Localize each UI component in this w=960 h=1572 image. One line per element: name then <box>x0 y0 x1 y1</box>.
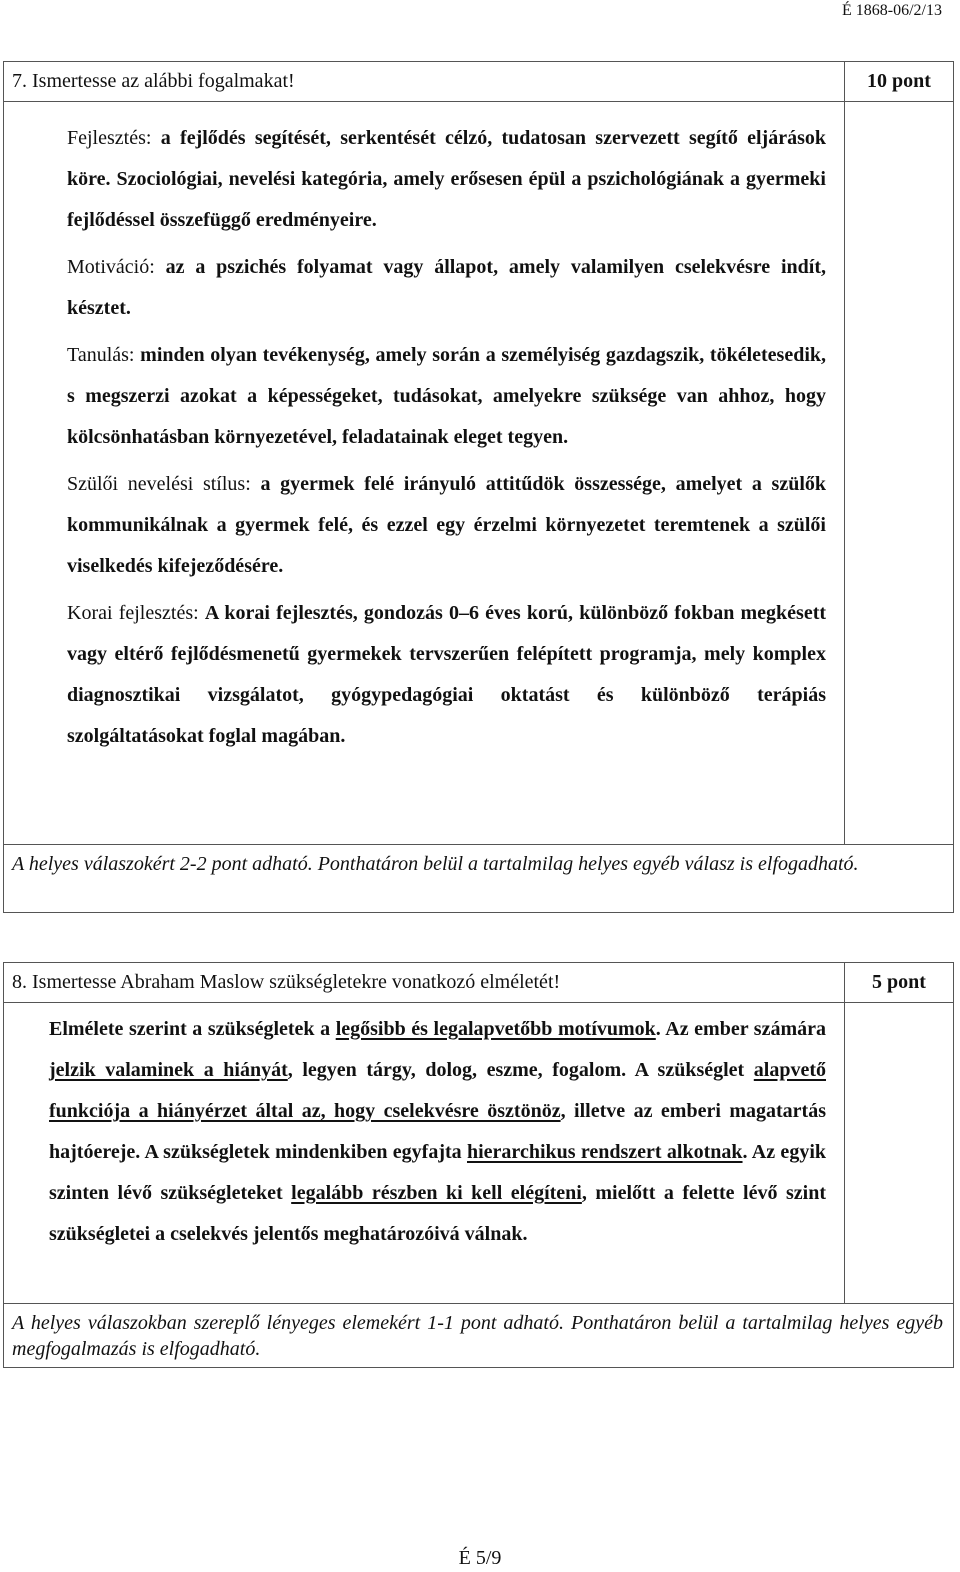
question-7-scoring-note: A helyes válaszokért 2-2 pont adható. Ponthatáron belül a tartalmilag helyes egyéb válasz is elfogadható. <box>4 844 953 885</box>
question-8-box <box>3 962 954 1368</box>
question-8-answer <box>4 1003 844 1303</box>
question-8-title: 8. Ismertesse Abraham Maslow szükségletekre vonatkozó elméletét! <box>12 971 561 993</box>
question-7-header <box>4 62 953 102</box>
answer-szuloi-nevelesi-stilus: Szülői nevelési stílus: a gyermek felé irányuló attitűdök összessége, amelyet a szülők kommunikálnak a gyermek felé, és ezzel egy érzelmi környezetet teremtenek a szülői viselkedés kifejeződésére. <box>67 473 827 577</box>
document-code: É 1868-06/2/13 <box>842 2 942 19</box>
answer-korai-fejlesztes: Korai fejlesztés: A korai fejlesztés, gondozás 0–6 éves korú, különböző fokban megkésett vagy eltérő fejlődésmenetű gyermekek tervszerűen felépített programja, mely komplex diagnosztikai vizsgálatot, gyógypedagógiai oktatást és különböző terápiás szolgáltatásokat foglal magában. <box>67 602 827 747</box>
key-phrase: legősibb és legalapvetőbb motívumok <box>335 1018 656 1040</box>
answer-text: , mielőtt a felette lévő szint szükségletei a cselekvés jelentős meghatározóivá válnak. <box>49 1182 826 1245</box>
answer-tanulas: Tanulás: minden olyan tevékenység, amely során a személyiség gazdagszik, tökéletesedik, s megszerzi azokat a képességeket, tudásokat, amelyekre szüksége van ahhoz, hogy kölcsönhatásban környezetével, feladatainak eleget tegyen. <box>67 344 827 448</box>
question-7-title: 7. Ismertesse az alábbi fogalmakat! <box>12 70 295 92</box>
key-phrase: jelzik valaminek a hiányát <box>49 1059 288 1081</box>
key-phrase: alapvető funkciója a hiányérzet által az, hogy cselekvésre ösztönöz <box>49 1059 826 1122</box>
question-8-header <box>4 963 953 1003</box>
question-7-box <box>3 61 954 913</box>
question-8-points: 5 pont <box>844 963 953 1002</box>
key-phrase: hierarchikus rendszert alkotnak <box>467 1141 743 1163</box>
question-7-answers <box>4 102 844 844</box>
question-8-score-column <box>844 1003 953 1303</box>
answer-text: , illetve az emberi magatartás hajtóereje. A szükségletek mindenkiben egyfajta <box>49 1100 826 1163</box>
question-7-points: 10 pont <box>844 62 953 101</box>
answer-motivacio: Motiváció: az a pszichés folyamat vagy állapot, amely valamilyen cselekvésre indít, késztet. <box>67 256 827 319</box>
answer-text: . Az egyik szinten lévő szükségleteket <box>49 1141 826 1204</box>
answer-text: . Az ember számára <box>655 1018 826 1040</box>
page-number: É 5/9 <box>458 1547 502 1569</box>
answer-text: Elmélete szerint a szükségletek a <box>49 1018 336 1040</box>
answer-text: , legyen tárgy, dolog, eszme, fogalom. A szükséglet <box>287 1059 754 1081</box>
key-phrase: legalább részben ki kell elégíteni <box>291 1182 582 1204</box>
question-8-scoring-note: A helyes válaszokban szereplő lényeges elemekért 1-1 pont adható. Ponthatáron belül a tartalmilag helyes egyéb megfogalmazás is elfogadható. <box>4 1303 953 1370</box>
question-7-score-column <box>844 102 953 844</box>
answer-fejlesztes: Fejlesztés: a fejlődés segítését, serkentését célzó, tudatosan szervezett segítő eljárások köre. Szociológiai, nevelési kategória, amely erősesen épül a pszichológiának a gyermeki fejlődéssel összefüggő eredményeire. <box>67 127 826 231</box>
